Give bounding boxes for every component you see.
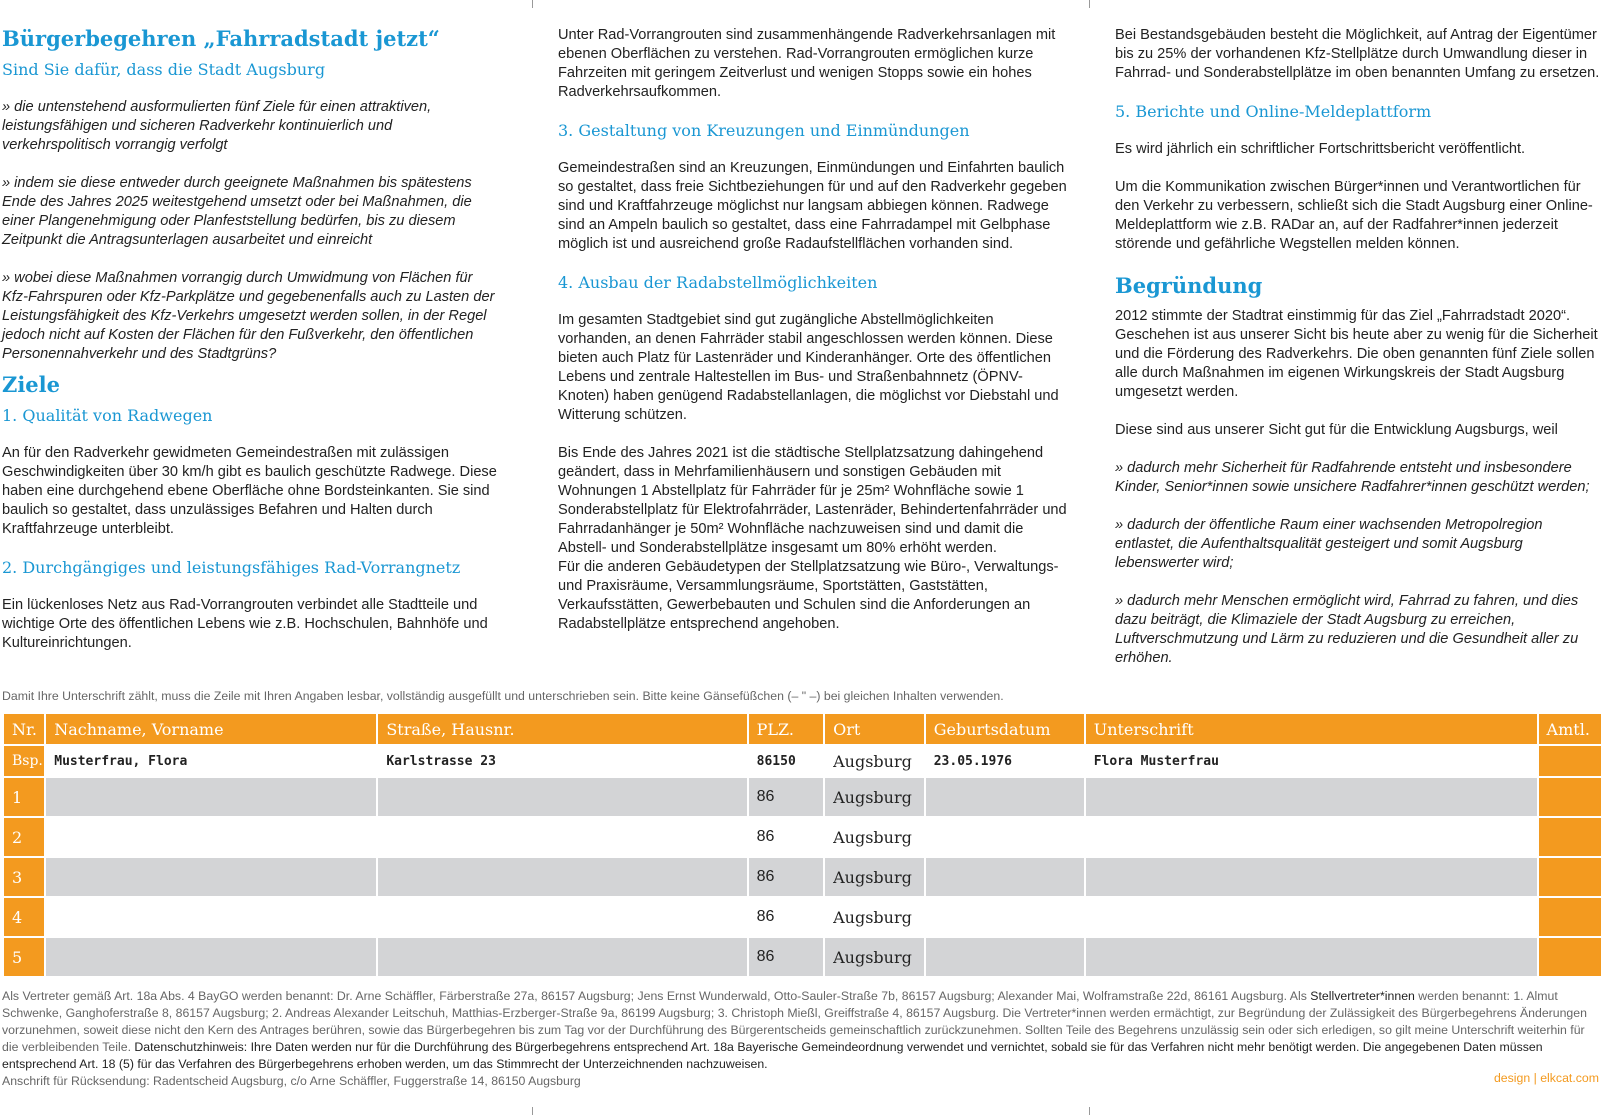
question-paragraph: » wobei diese Maßnahmen vorrangig durch Umwidmung von Flächen für Kfz-Fahrspuren oder Kfz-Parkplätze und gegebenenfalls auch zu Lasten der Leistungsfähigkeit des Kfz-Verkehrs umgesetzt werden sollen, in der Regel jedoch nicht auf Kosten der Flächen für den Fußverkehr, den öffentlichen Personennahverkehr und des Stadtgrüns? [2, 270, 495, 362]
goal-heading: 4. Ausbau der Radabstellmöglichkeiten [558, 273, 878, 292]
signature-field[interactable] [1086, 816, 1537, 856]
signature-field[interactable] [1086, 776, 1537, 816]
example-name: Musterfrau, Flora [46, 744, 376, 776]
goal-heading: 3. Gestaltung von Kreuzungen und Einmündungen [558, 121, 970, 140]
signature-field[interactable] [1086, 936, 1537, 976]
table-row [4, 776, 1601, 816]
zip-field[interactable]: 86 [749, 896, 823, 936]
column-middle [558, 26, 1068, 653]
goal-heading: 1. Qualität von Radwegen [2, 406, 213, 425]
return-address: Anschrift für Rücksendung: Radentscheid Augsburg, c/o Arne Schäffler, Fuggerstraße 14, 86150 Augsburg [2, 1074, 581, 1088]
goal-text: Ein lückenloses Netz aus Rad-Vorrangrouten verbindet alle Stadtteile und wichtige Orte des öffentlichen Lebens wie z.B. Hochschulen, Bahnhöfe und Kultureinrichtungen. [2, 597, 488, 651]
zip-field[interactable]: 86 [749, 816, 823, 856]
zip-field[interactable]: 86 [749, 776, 823, 816]
column-right [1115, 26, 1603, 687]
example-birthdate: 23.05.1976 [926, 744, 1084, 776]
reason-text: Diese sind aus unserer Sicht gut für die Entwicklung Augsburgs, weil [1115, 422, 1558, 438]
goal-text: Um die Kommunikation zwischen Bürger*innen und Verantwortlichen für den Verkehr zu verbessern, schließt sich die Stadt Augsburg einer Online-Meldeplattform wie z.B. RADar an, auf der Radfahrer*innen jederzeit störende und gefährliche Wegstellen melden können. [1115, 179, 1593, 252]
birthdate-field[interactable] [926, 776, 1084, 816]
goal-text: Bis Ende des Jahres 2021 ist die städtische Stellplatzsatzung dahingehend geändert, dass in Mehrfamilienhäusern und sonstigen Gebäuden mit Wohnungen 1 Abstellplatz für Fahrräder für je 25m² Wohnfläche sowie 1 Sonderabstellplatz für Elektrofahrräder, Lastenräder, Behindertenfahrräder und Fahrradanhänger je 50m² Wohnfläche nachzuweisen sind und damit die Abstell- und Sonderabstellplätze insgesamt um 80% erhöht werden. [558, 445, 1067, 556]
official-cell [1539, 936, 1601, 976]
fold-mark [1089, 0, 1090, 8]
name-field[interactable] [46, 856, 376, 896]
goal-heading: 5. Berichte und Online-Meldeplattform [1115, 102, 1432, 121]
goal-text: An für den Radverkehr gewidmeten Gemeindestraßen mit zulässigen Geschwindigkeiten über 30 km/h gibt es baulich geschützte Radwege. Diese haben eine durchgehend ebene Oberfläche ohne Bordsteinkanten. Sie sind baulich so gestaltet, dass unzulässiges Befahren und Halten durch Kraftfahrzeuge unterbleibt. [2, 445, 497, 537]
reason-bullet: » dadurch mehr Sicherheit für Radfahrende entsteht und insbesondere Kinder, Senior*innen sowie unsichere Radfahrer*innen geschützt werden; [1115, 460, 1590, 495]
column-header-street: Straße, Hausnr. [378, 714, 746, 744]
row-number: Bsp. [4, 744, 44, 776]
street-field[interactable] [378, 816, 746, 856]
column-header-zip: PLZ. [749, 714, 823, 744]
column-header-name: Nachname, Vorname [46, 714, 376, 744]
city-field[interactable]: Augsburg [825, 936, 924, 976]
table-row [4, 856, 1601, 896]
row-number: 2 [4, 816, 44, 856]
signature-table [2, 714, 1603, 976]
reason-bullet: » dadurch mehr Menschen ermöglicht wird, Fahrrad zu fahren, und dies dazu beiträgt, die Klimaziele der Stadt Augsburg zu erreichen, Luftverschmutzung und Lärm zu reduzieren und die Gesundheit aller zu erhöhen. [1115, 593, 1579, 666]
legal-footer [2, 988, 1600, 1090]
deputies-label: Stellvertreter*innen [1310, 989, 1415, 1003]
table-row [4, 896, 1601, 936]
street-field[interactable] [378, 776, 746, 816]
city-field[interactable]: Augsburg [825, 816, 924, 856]
official-cell [1539, 744, 1601, 776]
question-paragraph: » die untenstehend ausformulierten fünf Ziele für einen attraktiven, leistungsfähigen und sicheren Radverkehr kontinuierlich und verkehrspolitisch vorrangig verfolgt [2, 99, 432, 153]
official-cell [1539, 896, 1601, 936]
goal-text: Bei Bestandsgebäuden besteht die Möglichkeit, auf Antrag der Eigentümer bis zu 25% der vorhandenen Kfz-Stellplätze durch Umwandlung dieser in Fahrrad- und Sonderabstellplätze im oben benannten Umfang zu ersetzen. [1115, 27, 1600, 81]
row-number: 5 [4, 936, 44, 976]
example-row [4, 744, 1601, 776]
example-signature: Flora Musterfrau [1086, 744, 1537, 776]
birthdate-field[interactable] [926, 816, 1084, 856]
section-heading-begruendung: Begründung [1115, 273, 1263, 298]
goal-heading: 2. Durchgängiges und leistungsfähiges Rad-Vorrangnetz [2, 558, 461, 577]
example-city: Augsburg [825, 744, 924, 776]
signature-field[interactable] [1086, 856, 1537, 896]
official-cell [1539, 856, 1601, 896]
question-paragraph: » indem sie diese entweder durch geeignete Maßnahmen bis spätestens Ende des Jahres 2025 weitestgehend umsetzt oder bei Maßnahmen, die einer Plangenehmigung oder Planfeststellung bedürfen, bis zu diesem Zeitpunkt die Antragsunterlagen ausarbeitet und einreicht [2, 175, 472, 248]
privacy-notice: Datenschutzhinweis: Ihre Daten werden nur für die Durchführung des Bürgerbegehrens entsprechend Art. 18a Bayerische Gemeindeordnung verwendet und vernichtet, sobald sie für das Verfahren nicht mehr benötigt werden. Die angegebenen Daten müssen entsprechend Art. 18 (5) für das Verfahren des Bürgerbegehrens erhoben werden, um das Stimmrecht der Unterzeichnenden nachzuweisen. [2, 1040, 1543, 1071]
section-heading-ziele: Ziele [2, 372, 61, 397]
birthdate-field[interactable] [926, 896, 1084, 936]
question-heading: Sind Sie dafür, dass die Stadt Augsburg [2, 60, 326, 79]
example-zip: 86150 [749, 744, 823, 776]
column-left [2, 26, 502, 672]
column-header-birthdate: Geburtsdatum [926, 714, 1084, 744]
street-field[interactable] [378, 856, 746, 896]
city-field[interactable]: Augsburg [825, 776, 924, 816]
name-field[interactable] [46, 776, 376, 816]
table-row [4, 936, 1601, 976]
official-cell [1539, 776, 1601, 816]
table-row [4, 816, 1601, 856]
designer-credit: design | elkcat.com [1493, 1071, 1599, 1085]
example-street: Karlstrasse 23 [378, 744, 746, 776]
row-number: 4 [4, 896, 44, 936]
signature-field[interactable] [1086, 896, 1537, 936]
reason-bullet: » dadurch der öffentliche Raum einer wachsenden Metropolregion entlastet, die Aufenthaltsqualität gesteigert und somit Augsburg lebenswerter wird; [1115, 517, 1543, 571]
fold-mark [532, 1107, 533, 1115]
row-number: 1 [4, 776, 44, 816]
column-header-city: Ort [825, 714, 924, 744]
city-field[interactable]: Augsburg [825, 896, 924, 936]
page-title: Bürgerbegehren „Fahrradstadt jetzt“ [2, 26, 440, 51]
deputies-text: werden benannt: 1. Almut Schwenke, Ganghoferstraße 8, 86157 Augsburg; 2. Andreas Alexander Leitschuh, Matthias-Erzberger-Straße 9a, 86199 Augsburg; 3. Christoph Mießl, Greiffstraße 4, 86157 Augsburg. Die Vertreter*innen werden ermächtigt, zur Begründung der Zulässigkeit des Bürgerbegehrens Änderungen vorzunehmen, soweit diese nicht den Kern des Antrages berühren, sowie das Bürgerbegehren bis zum Tag vor der Durchführung des Bürgerentscheids gemeinschaftlich zurückzunehmen. Sollten Teile des Begehrens unzulässig sein oder sich erledigen, so gilt meine Unterschrift weiterhin für die verbleibenden Teile. [2, 989, 1587, 1054]
goal-text: Es wird jährlich ein schriftlicher Fortschrittsbericht veröffentlicht. [1115, 141, 1526, 157]
name-field[interactable] [46, 816, 376, 856]
signature-instruction: Damit Ihre Unterschrift zählt, muss die Zeile mit Ihren Angaben lesbar, vollständig ausgefüllt und unterschrieben sein. Bitte keine Gänsefüßchen (– " –) bei gleichen Inhalten verwenden. [2, 689, 1004, 703]
birthdate-field[interactable] [926, 936, 1084, 976]
goal-text: Unter Rad-Vorrangrouten sind zusammenhängende Radverkehrsanlagen mit ebenen Oberflächen zu verstehen. Rad-Vorrangrouten ermöglichen kurze Fahrzeiten mit geringem Zeitverlust und wenigen Stopps sowie ein hohes Radverkehrsaufkommen. [558, 27, 1056, 100]
goal-text: Gemeindestraßen sind an Kreuzungen, Einmündungen und Einfahrten baulich so gestaltet, dass freie Sichtbeziehungen für und auf den Radverkehr gegeben sind und Kraftfahrzeuge möglichst nur langsam abbiegen können. Radwege sind an Ampeln baulich so gestaltet, dass eine Fahrradampel mit Gelbphase möglich ist und ausreichend große Radaufstellflächen vorhanden sind. [558, 160, 1067, 252]
column-header-signature: Unterschrift [1086, 714, 1537, 744]
representatives-text: Als Vertreter gemäß Art. 18a Abs. 4 BayGO werden benannt: Dr. Arne Schäffler, Färberstraße 27a, 86157 Augsburg; Jens Ernst Wunderwald, Otto-Sauler-Straße 7b, 86157 Augsburg; Alexander Mai, Wolframstraße 22d, 86161 Augsburg. Als [2, 989, 1311, 1003]
reason-text: 2012 stimmte der Stadtrat einstimmig für das Ziel „Fahrradstadt 2020“. Geschehen ist aus unserer Sicht bis heute aber zu wenig für die Sicherheit und die Förderung des Radverkehrs. Die oben genannten fünf Ziele sollen alle durch Maßnahmen im eigenen Wirkungskreis der Stadt Augsburg umgesetzt werden. [1115, 308, 1598, 400]
column-header-official: Amtl. [1539, 714, 1601, 744]
row-number: 3 [4, 856, 44, 896]
street-field[interactable] [378, 896, 746, 936]
official-cell [1539, 816, 1601, 856]
zip-field[interactable]: 86 [749, 936, 823, 976]
street-field[interactable] [378, 936, 746, 976]
goal-text: Im gesamten Stadtgebiet sind gut zugängliche Abstellmöglichkeiten vorhanden, an denen Fahrräder stabil angeschlossen werden können. Diese bieten auch Platz für Lastenräder und Kinderanhänger. Orte des öffentlichen Lebens und zentrale Haltestellen im Bus- und Straßenbahnnetz (ÖPNV-Knoten) haben genügend Radabstellanlagen, die möglichst vor Diebstahl und Witterung schützen. [558, 312, 1059, 423]
fold-mark [1089, 1107, 1090, 1115]
fold-mark [532, 0, 533, 8]
goal-text: Für die anderen Gebäudetypen der Stellplatzsatzung wie Büro-, Verwaltungs- und Praxisräume, Versammlungsräume, Sportstätten, Gaststätten, Verkaufsstätten, Gewerbebauten und Schulen sind die Anforderungen an Radabstellplätze entsprechend angehoben. [558, 559, 1059, 632]
table-header-row [4, 714, 1601, 744]
zip-field[interactable]: 86 [749, 856, 823, 896]
column-header-nr: Nr. [4, 714, 44, 744]
name-field[interactable] [46, 936, 376, 976]
city-field[interactable]: Augsburg [825, 856, 924, 896]
birthdate-field[interactable] [926, 856, 1084, 896]
name-field[interactable] [46, 896, 376, 936]
